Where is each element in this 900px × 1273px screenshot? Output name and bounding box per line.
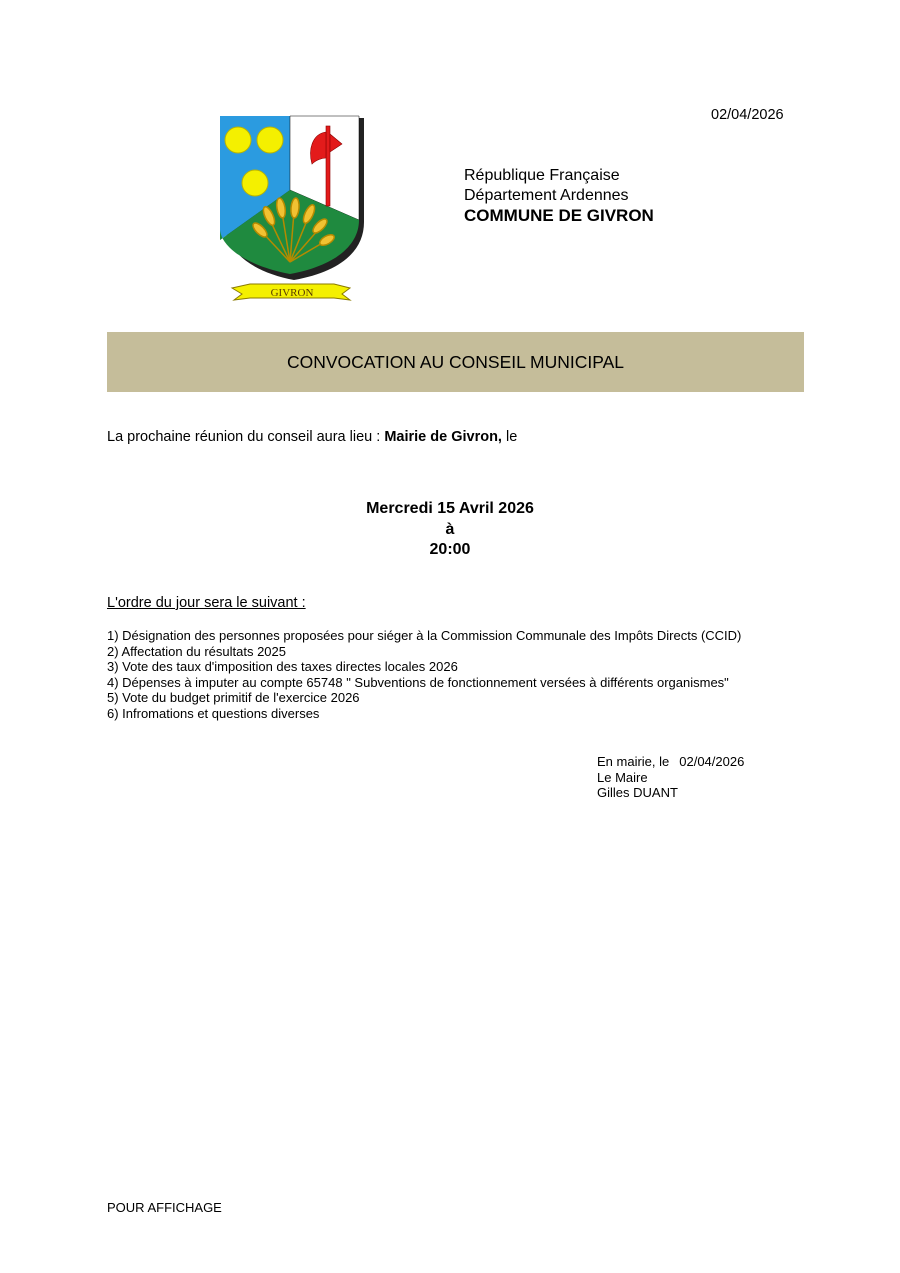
document-date: 02/04/2026 (711, 107, 784, 123)
signature-block (597, 754, 744, 801)
agenda-item: 2) Affectation du résultats 2025 (107, 643, 286, 659)
signature-place-line (597, 754, 744, 770)
intro-suffix: le (501, 429, 518, 445)
signature-name: Gilles DUANT (597, 785, 678, 801)
agenda-title: L'ordre du jour sera le suivant : (107, 595, 306, 611)
signature-date: 02/04/2026 (679, 754, 745, 769)
agenda-item: 5) Vote du budget primitif de l'exercice 2026 (107, 690, 360, 706)
svg-text:GIVRON: GIVRON (270, 287, 314, 299)
intro-text: La prochaine réunion du conseil aura lieu : (107, 429, 385, 445)
agenda-item: 4) Dépenses à imputer au compte 65748 " Subventions de fonctionnement versées à différents organismes" (107, 674, 729, 690)
banner-title: CONVOCATION AU CONSEIL MUNICIPAL (286, 351, 625, 372)
meeting-intro (107, 429, 517, 445)
header-department: Département Ardennes (464, 187, 629, 204)
signature-role: Le Maire (597, 769, 648, 785)
title-banner (107, 332, 804, 392)
posting-notice: POUR AFFICHAGE (107, 1200, 222, 1215)
meeting-day: Mercredi 15 Avril 2026 (366, 500, 534, 517)
agenda-list (107, 628, 741, 722)
signature-place: En mairie, le (597, 754, 670, 769)
meeting-datetime (250, 499, 650, 561)
agenda-item: 1) Désignation des personnes proposées pour siéger à la Commission Communale des Impôts Directs (CCID) (107, 628, 742, 643)
header-commune: COMMUNE DE GIVRON (464, 206, 654, 225)
meeting-time: 20:00 (429, 541, 471, 558)
header-republic: République Française (464, 167, 620, 184)
meeting-at: à (445, 520, 455, 538)
issuer-header (464, 166, 654, 226)
agenda-item: 3) Vote des taux d'imposition des taxes directes locales 2026 (107, 659, 458, 675)
intro-place: Mairie de Givron, (384, 429, 502, 445)
givron-coat-of-arms (214, 112, 370, 306)
agenda-item: 6) Infromations et questions diverses (107, 705, 320, 721)
